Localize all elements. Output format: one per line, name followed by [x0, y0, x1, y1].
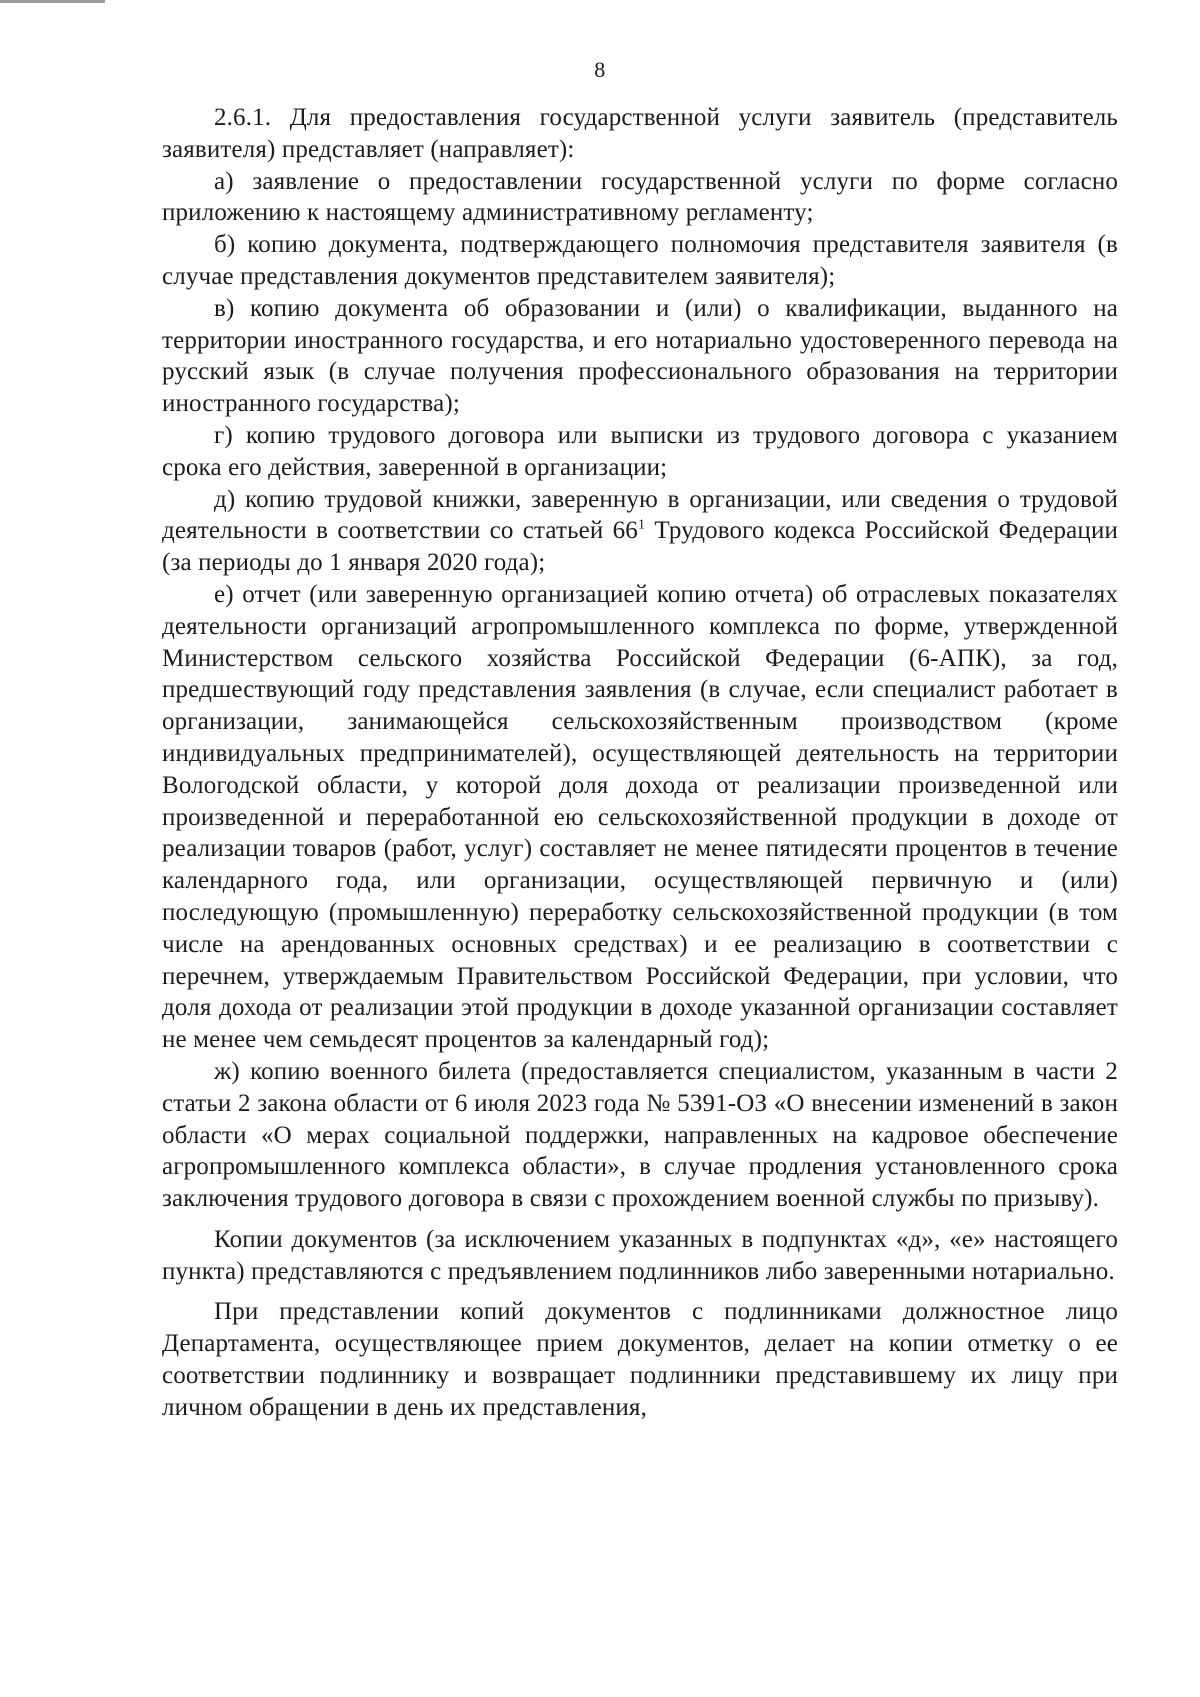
copies-paragraph: Копии документов (за исключением указанных в подпунктах «д», «е» настоящего пункта) представляются с предъявлением подлинников либо заверенными нотариально.: [162, 1225, 1118, 1285]
list-item-b: б) копию документа, подтверждающего полномочия представителя заявителя (в случае представления документов представителем заявителя);: [162, 231, 1118, 290]
list-item-zh: ж) копию военного билета (предоставляется специалистом, указанным в части 2 статьи 2 закона области от 6 июля 2023 года № 5391-ОЗ «О внесении изменений в закон области «О мерах социальной поддержки, направленных на кадровое обеспечение агропромышленного комплекса области», в случае продления установленного срока заключения трудового договора в связи с прохождением военной службы по призыву).: [162, 1057, 1118, 1213]
list-item-d-text-start: д) копию трудовой книжки, заверенную в организации, или сведения о трудовой деятельности в соответствии со статьей 66: [162, 485, 1118, 545]
list-item-d-text-end: Трудового кодекса Российской Федерации (за периоды до 1 января 2020 года);: [162, 517, 1118, 577]
list-item-e: е) отчет (или заверенную организацией копию отчета) об отраслевых показателях деятельности организаций агропромышленного комплекса по форме, утвержденной Министерством сельского хозяйства Российской Федерации (6-АПК), за год, предшествующий году представления заявления (в случае, если специалист работает в организации, занимающейся сельскохозяйственным производством (кроме индивидуальных предпринимателей), осуществляющей деятельность на территории Вологодской области, у которой доля дохода от реализации произведенной или произведенной и переработанной ею сельскохозяйственной продукции в доходе от реализации товаров (работ, услуг) составляет не менее пятидесяти процентов в течение календарного года, или организации, осуществляющей первичную и (или) последующую (промышленную) переработку сельскохозяйственной продукции (в том числе на арендованных основных средствах) и ее реализацию в соответствии с перечнем, утверждаемым Правительством Российской Федерации, при условии, что доля дохода от реализации этой продукции в доходе указанной организации составляет не менее чем семьдесят процентов за календарный год);: [162, 580, 1118, 1054]
document-body: [162, 102, 1118, 1424]
page-number: 8: [594, 57, 606, 82]
paragraph-2-6-1: 2.6.1. Для предоставления государственной услуги заявитель (представитель заявителя) представляет (направляет):: [162, 104, 1118, 163]
list-item-a: а) заявление о предоставлении государственной услуги по форме согласно приложению к настоящему административному регламенту;: [162, 167, 1118, 227]
list-item-v: в) копию документа об образовании и (или) о квалификации, выданного на территории иностранного государства, и его нотариально удостоверенного перевода на русский язык (в случае получения профессионального образования на территории иностранного государства);: [162, 294, 1118, 418]
officer-paragraph: При представлении копий документов с подлинниками должностное лицо Департамента, осуществляющее прием документов, делает на копии отметку о ее соответствии подлиннику и возвращает подлинники представившему их лицу при личном обращении в день их представления,: [162, 1298, 1118, 1421]
scan-edge-mark: [0, 0, 105, 3]
list-item-d: [162, 484, 1118, 579]
list-item-g: г) копию трудового договора или выписки из трудового договора с указанием срока его действия, заверенной в организации;: [162, 421, 1118, 481]
article-superscript: 1: [637, 518, 646, 534]
